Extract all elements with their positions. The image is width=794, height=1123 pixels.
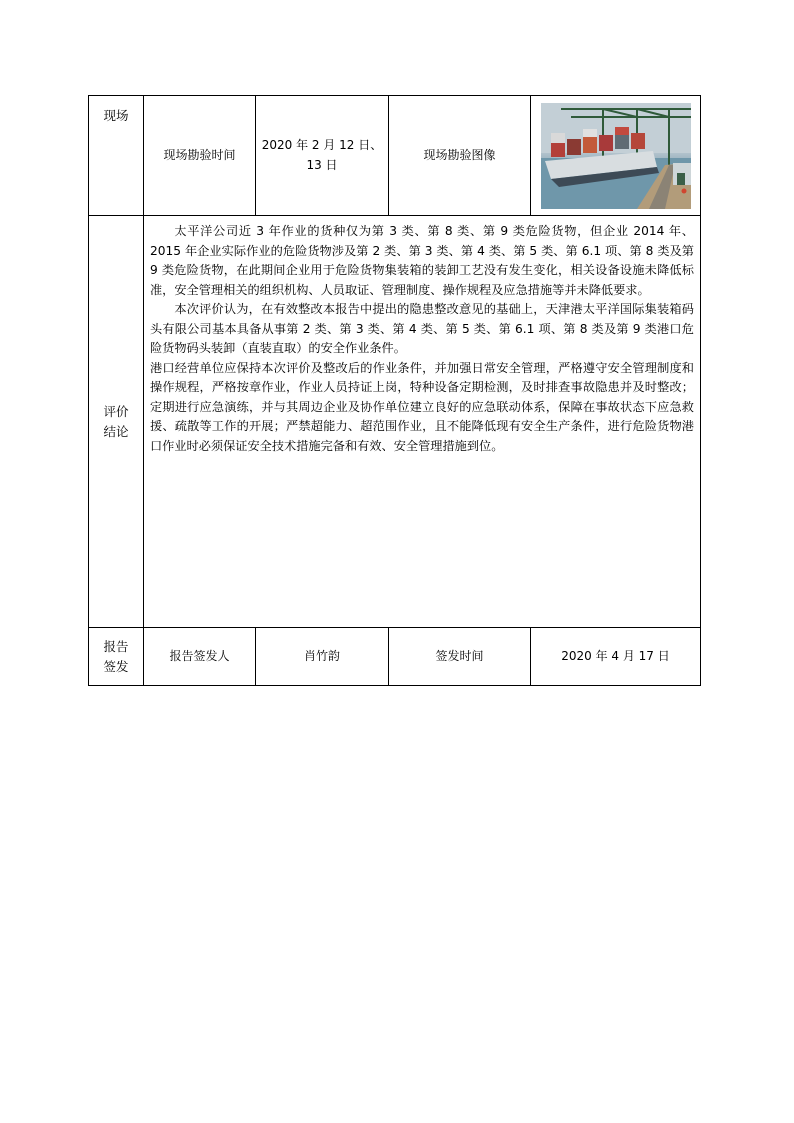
evaluation-text [144,216,701,628]
inspection-photo [541,103,691,209]
site-row-label: 现场 [89,96,144,216]
evaluation-paragraph-3: 港口经营单位应保持本次评价及整改后的作业条件，并加强日常安全管理，严格遵守安全管理制度和操作规程，严格按章作业，作业人员持证上岗，特种设备定期检测，及时排查事故隐患并及时整改；定期进行应急演练，并与其周边企业及协作单位建立良好的应急联动体系，保障在事故状态下应急救援、疏散等工作的开展；严禁超能力、超范围作业，且不能降低现有安全生产条件，进行危险货物港口作业时必须保证安全技术措施完备和有效、安全管理措施到位。 [150,360,694,453]
evaluation-row [89,216,701,628]
inspection-photo-cell [531,96,701,216]
inspection-time-line2: 13 日 [306,157,338,172]
signoff-row [89,628,701,686]
inspection-time-value [256,96,389,216]
inspection-image-label: 现场勘验图像 [389,96,531,216]
evaluation-paragraph-2: 本次评价认为，在有效整改本报告中提出的隐患整改意见的基础上，天津港太平洋国际集装箱码头有限公司基本具备从事第 2 类、第 3 类、第 4 类、第 5 类、第 6.1 项、第 8 类及第 9 类港口危险货物码头装卸（直装直取）的安全作业条件。 [150,302,694,356]
issuer-label: 报告签发人 [144,628,256,686]
report-table [88,95,701,686]
issue-date-value: 2020 年 4 月 17 日 [531,628,701,686]
site-inspection-row [89,96,701,216]
inspection-time-line1: 2020 年 2 月 12 日、 [261,138,383,153]
signoff-label-line2: 签发 [103,658,129,674]
evaluation-label-line1: 评价 [103,403,129,419]
issue-date-label: 签发时间 [389,628,531,686]
evaluation-label-line2: 结论 [103,423,129,439]
container-port-photo [541,103,691,209]
signoff-label [89,628,144,686]
issuer-name: 肖竹韵 [256,628,389,686]
signoff-label-line1: 报告 [103,638,129,654]
inspection-time-label: 现场勘验时间 [144,96,256,216]
evaluation-label [89,216,144,628]
evaluation-paragraph-1: 太平洋公司近 3 年作业的货种仅为第 3 类、第 8 类、第 9 类危险货物，但企业 2014 年、2015 年企业实际作业的危险货物涉及第 2 类、第 3 类、第 4 类、第 5 类、第 6.1 项、第 8 类及第 9 类危险货物，在此期间企业用于危险货物集装箱的装卸工艺没有发生变化，相关设备设施未降低标准，安全管理相关的组织机构、人员取证、管理制度、操作规程及应急措施等并未降低要求。 [150,224,694,297]
